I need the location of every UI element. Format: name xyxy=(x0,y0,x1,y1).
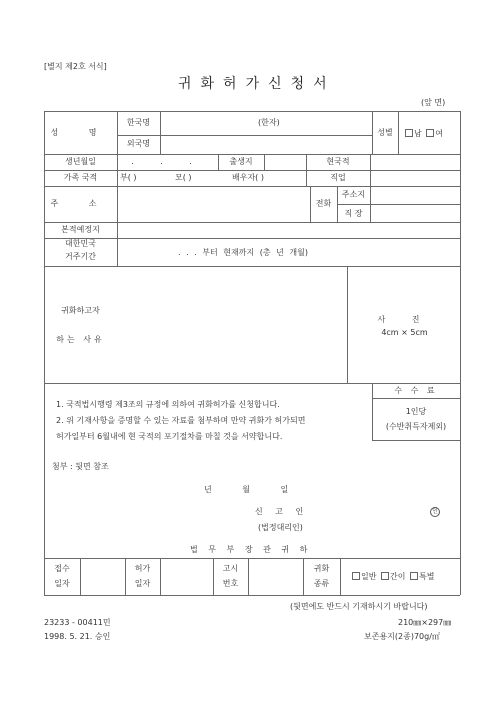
addressee-label: 법 무 부 장 관 귀 하 xyxy=(190,545,308,554)
form-code: 23233 - 00411민 xyxy=(44,618,111,627)
foreign-name-field[interactable] xyxy=(160,136,372,154)
special-label: 특별 xyxy=(419,572,435,581)
birthplace-label: 출생지 xyxy=(229,157,253,166)
photo-label: 사 진 xyxy=(377,315,432,324)
attachment-note: 첨부 : 뒷면 참조 xyxy=(52,462,109,471)
paper-type: 보존용지(2종)70g/㎡ xyxy=(364,632,440,641)
name-label: 성 명 xyxy=(50,128,111,137)
phone-label: 전화 xyxy=(315,199,332,208)
simple-label: 간이 xyxy=(390,572,406,581)
phone-home-field[interactable] xyxy=(371,187,460,204)
fee-note: (수반취득자제외) xyxy=(385,422,447,431)
spouse-nationality-field[interactable]: 배우자( ) xyxy=(232,173,264,182)
birthdate-field[interactable]: . . . xyxy=(131,157,204,166)
foreign-name-label: 외국명 xyxy=(126,139,151,148)
residence-period-field[interactable]: . . . 부터 현재까지 (총 년 개월) xyxy=(178,248,308,257)
applicant-signature-field[interactable] xyxy=(310,503,420,517)
birthdate-label: 생년월일 xyxy=(65,157,96,166)
date-line[interactable]: 년 월 일 xyxy=(204,485,289,494)
hanja-label: (한자) xyxy=(258,118,280,127)
seal-icon: 인 xyxy=(430,507,440,517)
male-label: 남 xyxy=(414,129,422,138)
photo-size-label: 4cm × 5cm xyxy=(381,328,428,337)
declaration-line-3: 허가일부터 6월내에 현 국적의 포기절차를 마칠 것을 서약합니다. xyxy=(56,432,283,441)
back-side-note: (뒷면에도 반드시 기재하시기 바랍니다) xyxy=(290,602,428,611)
receipt-date-label-2: 일자 xyxy=(54,579,70,588)
reason-field[interactable] xyxy=(118,267,347,383)
family-nationality-label: 가족 국적 xyxy=(63,173,98,182)
declaration-line-2: 2. 위 기재사항을 증명할 수 있는 자료를 첨부하며 만약 귀화가 허가되면 xyxy=(56,416,306,425)
phone-home-label: 주소지 xyxy=(341,190,366,199)
special-checkbox[interactable] xyxy=(410,572,418,580)
birthplace-field[interactable] xyxy=(265,155,306,170)
fee-label: 수 수 료 xyxy=(394,386,438,395)
naturalization-type-options xyxy=(352,572,435,581)
address-field[interactable] xyxy=(118,187,310,222)
father-nationality-field[interactable]: 부( ) xyxy=(120,173,137,182)
female-checkbox[interactable] xyxy=(426,129,434,137)
permit-date-label-1: 허가 xyxy=(134,564,151,573)
receipt-date-label-1: 접수 xyxy=(54,564,70,573)
form-number-label: [별지 제2호 서식] xyxy=(44,62,107,71)
general-checkbox[interactable] xyxy=(352,572,360,580)
registry-field[interactable] xyxy=(118,223,460,238)
nationality-label: 현국적 xyxy=(326,157,350,166)
sex-label: 성별 xyxy=(377,128,393,137)
front-side-label: (앞 면) xyxy=(421,98,446,107)
reason-label-line1: 귀화하고자 xyxy=(61,306,100,315)
notice-number-label-1: 고시 xyxy=(222,564,239,573)
simple-checkbox[interactable] xyxy=(381,572,389,580)
applicant-signature-label: 신 고 인 xyxy=(255,507,309,516)
sex-options xyxy=(405,129,443,138)
residence-label-line2: 거주기간 xyxy=(65,252,96,261)
declaration-line-1: 1. 국적법시행령 제3조의 규정에 의하여 귀화허가를 신청합니다. xyxy=(56,400,280,409)
fee-amount: 1인당 xyxy=(405,407,427,416)
female-label: 여 xyxy=(435,129,444,138)
legal-agent-label: (법정대리인) xyxy=(258,523,303,532)
address-label: 주 소 xyxy=(50,199,111,208)
occupation-field[interactable] xyxy=(371,171,460,186)
notice-number-label-2: 번호 xyxy=(222,579,239,588)
naturalization-type-label-2: 종류 xyxy=(313,579,330,588)
registry-label: 본적예정지 xyxy=(61,225,100,234)
paper-size: 210㎜×297㎜ xyxy=(398,618,452,627)
page-title: 귀화허가신청서 xyxy=(178,76,336,92)
phone-work-field[interactable] xyxy=(371,205,460,222)
mother-nationality-field[interactable]: 모( ) xyxy=(175,173,192,182)
occupation-label: 직업 xyxy=(330,173,346,182)
phone-work-label: 직 장 xyxy=(344,209,363,218)
permit-date-label-2: 일자 xyxy=(134,579,151,588)
male-checkbox[interactable] xyxy=(405,129,413,137)
general-label: 일반 xyxy=(361,572,377,581)
korean-name-label: 한국명 xyxy=(126,118,151,127)
approval-date: 1998. 5. 21. 승인 xyxy=(44,632,111,641)
photo-area[interactable] xyxy=(348,268,461,383)
reason-label-line2: 하는 사유 xyxy=(56,335,105,344)
naturalization-type-label-1: 귀화 xyxy=(313,564,330,573)
nationality-field[interactable] xyxy=(371,155,460,170)
residence-label-line1: 대한민국 xyxy=(65,239,96,248)
